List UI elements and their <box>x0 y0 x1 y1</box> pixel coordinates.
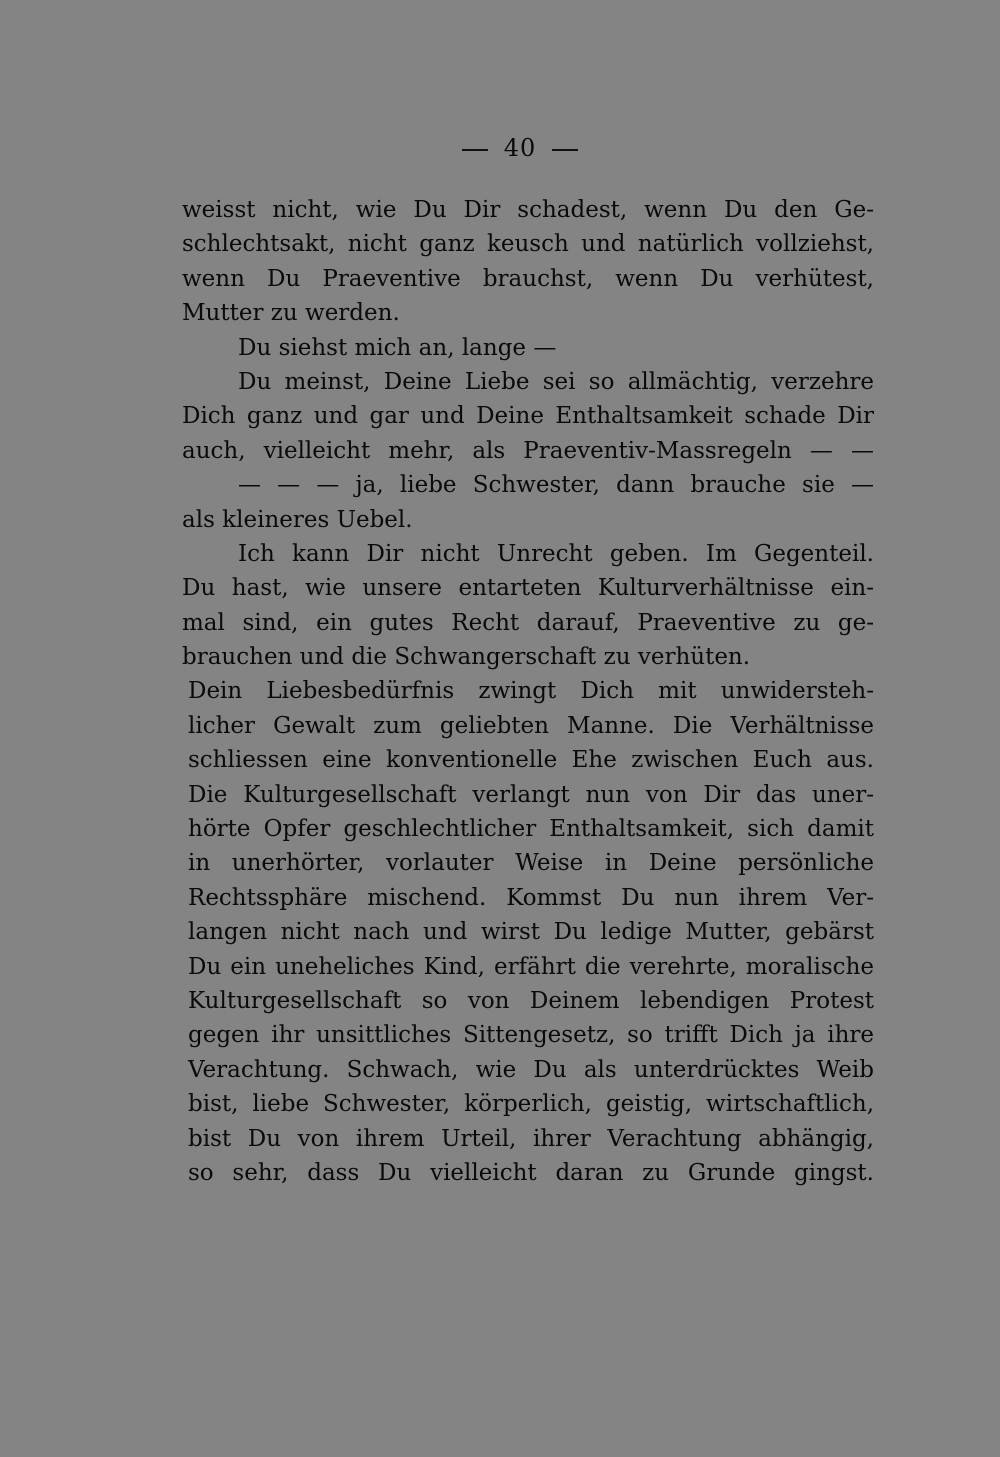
text-line: Rechtssphäre mischend. Kommst Du nun ihrem Ver- <box>188 884 874 911</box>
text-line: gegen ihr unsittliches Sittengesetz, so trifft Dich ja ihre <box>188 1022 874 1049</box>
text-line: Die Kulturgesellschaft verlangt nun von Dir das uner- <box>188 781 874 808</box>
text-line: langen nicht nach und wirst Du ledige Mutter, gebärst <box>188 919 874 946</box>
text-line: so sehr, dass Du vielleicht daran zu Grunde gingst. <box>188 1159 874 1186</box>
right-dash <box>552 149 578 151</box>
text-line: Dich ganz und gar und Deine Enthaltsamkeit schade Dir <box>182 403 874 430</box>
text-line: weisst nicht, wie Du Dir schadest, wenn Du den Ge- <box>182 197 874 223</box>
text-line: Ich kann Dir nicht Unrecht geben. Im Gegenteil. <box>238 540 874 567</box>
text-line: Du ein uneheliches Kind, erfährt die verehrte, moralische <box>188 953 874 980</box>
text-line: Du hast, wie unsere entarteten Kulturverhältnisse ein- <box>182 575 874 602</box>
body-text <box>182 193 874 1190</box>
text-line: hörte Opfer geschlechtlicher Enthaltsamkeit, sich damit <box>188 816 874 843</box>
text-line: brauchen und die Schwangerschaft zu verhüten. <box>182 644 751 671</box>
text-line: bist, liebe Schwester, körperlich, geistig, wirtschaftlich, <box>188 1091 874 1118</box>
text-line: Verachtung. Schwach, wie Du als unterdrücktes Weib <box>188 1056 874 1083</box>
text-line: schliessen eine konventionelle Ehe zwischen Euch aus. <box>188 747 874 774</box>
page-number-text: 40 <box>503 134 537 162</box>
text-line: wenn Du Praeventive brauchst, wenn Du verhütest, <box>182 265 874 292</box>
text-line: bist Du von ihrem Urteil, ihrer Verachtung abhängig, <box>188 1125 874 1152</box>
text-line: licher Gewalt zum geliebten Manne. Die Verhältnisse <box>188 712 874 739</box>
left-dash <box>462 149 488 151</box>
text-line: schlechtsakt, nicht ganz keusch und natürlich vollziehst, <box>182 231 874 258</box>
text-line: Mutter zu werden. <box>182 300 400 327</box>
page-number <box>0 134 1000 162</box>
text-line: Du siehst mich an, lange — <box>238 334 557 361</box>
text-line: Du meinst, Deine Liebe sei so allmächtig, verzehre <box>238 368 874 395</box>
text-line: — — — ja, liebe Schwester, dann brauche sie — <box>238 472 874 499</box>
text-line: auch, vielleicht mehr, als Praeventiv-Massregeln — — <box>182 437 874 464</box>
text-line: als kleineres Uebel. <box>182 506 413 533</box>
text-line: mal sind, ein gutes Recht darauf, Praeventive zu ge- <box>182 609 874 636</box>
text-line: Dein Liebesbedürfnis zwingt Dich mit unwidersteh- <box>188 678 874 705</box>
text-line: in unerhörter, vorlauter Weise in Deine persönliche <box>188 850 874 877</box>
text-line: Kulturgesellschaft so von Deinem lebendigen Protest <box>188 987 874 1014</box>
